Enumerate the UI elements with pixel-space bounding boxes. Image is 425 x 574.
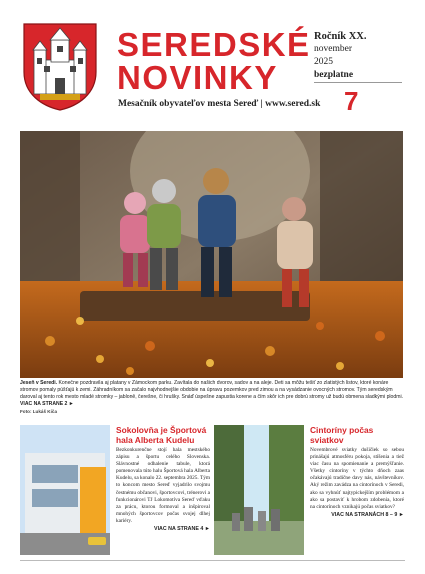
cemetery-photo [214,425,304,555]
price-label: bezplatne [314,70,354,80]
story-body: Novembrové sviatky dušičiek so sebou prinášajú atmosféru pokoja, stíšenia a tiež viac času na spomienanie a premýšľanie. Všetky cintoríny v týchto dňoch zaas očakávajú tradične davy nás, návštevníkov. Aký režim zavádza na cintorínoch v Seredi, ako sa vyhnúť najtypickejším problémom a ako sa postaviť k hrobom zdobenia, ktoré na cintorínoch vznikajú počas sviatkov? [310,447,404,510]
volume-label: Ročník XX. [314,31,367,42]
story-more-link[interactable]: VIAC NA STRANÁCH 8 – 9 ► [331,511,404,518]
newspaper-title-line2: NOVINKY [117,59,278,96]
newspaper-subtitle: Mesačník obyvateľov mesta Sereď | www.sered.sk [118,99,321,109]
caption-lead: Jeseň v Seredi. [20,380,58,386]
caption-more-link[interactable]: VIAC NA STRANE 2 ► [20,401,74,407]
divider [20,560,405,561]
town-crest-icon [20,20,100,112]
month-label: november [314,44,352,54]
photo-credit: Foto: Lukáš Kiča [20,409,58,414]
cover-photo-children-autumn [20,131,403,378]
issue-info [314,30,404,82]
year-label: 2025 [314,57,333,67]
story-heading: Sokolovňa je Športová hala Alberta Kudelu [116,425,207,445]
divider [314,82,402,83]
main-photo-caption [20,380,405,415]
caption-text: Konečne pozdravila aj platany v Zámockom parku. Zavítala do našich dvorov, sadov a na aleje. Deti sa môžu tešiť zo zlatistých listov, ktoré konáre stromov pomaly púšťajú k zemi. Záhradníkom sa začalo najvhodnejšie obdobie na úpravu pozemkov pred zimou a na vysádzanie ovocných stromov. Tým seredským daroval aj tento rok mesto mladé stromky – jabloně, čerešne, či hrušky. Snáď úspešne zapustia korene a čím skôr ich pre dobrú stromy už budú obmena sladkými plodmi. [20,380,403,400]
story-more-link[interactable]: VIAC NA STRANE 4 ► [154,526,210,533]
sports-hall-photo [20,425,110,555]
story-cemeteries [310,425,404,518]
newspaper-title-line1: SEREDSKÉ [117,26,311,63]
story-sports-hall [116,425,210,532]
issue-number: 7 [344,86,359,116]
masthead [0,0,425,126]
story-heading: Cintoríny počas sviatkov [310,425,374,445]
story-body: Bezkonkurenčne stojí hala mestského zápisu a športu celého Slovenska. Slávnostné odhalenie tabule, ktorá pomenovala túto halu Športová hala Alberta Kudelu, sa konalo 22. septembra 2025. Tým to koncom mesto Sereď vyjadrilo svojmu čestnému občanovi, športovcovi, trénerovi a funkcionárovi TJ Lokomotíva Sereď vďaku za prácu, ktorou formoval a inšpiroval mnohých športovcov počas svojej dlhej kariéry. [116,447,210,524]
